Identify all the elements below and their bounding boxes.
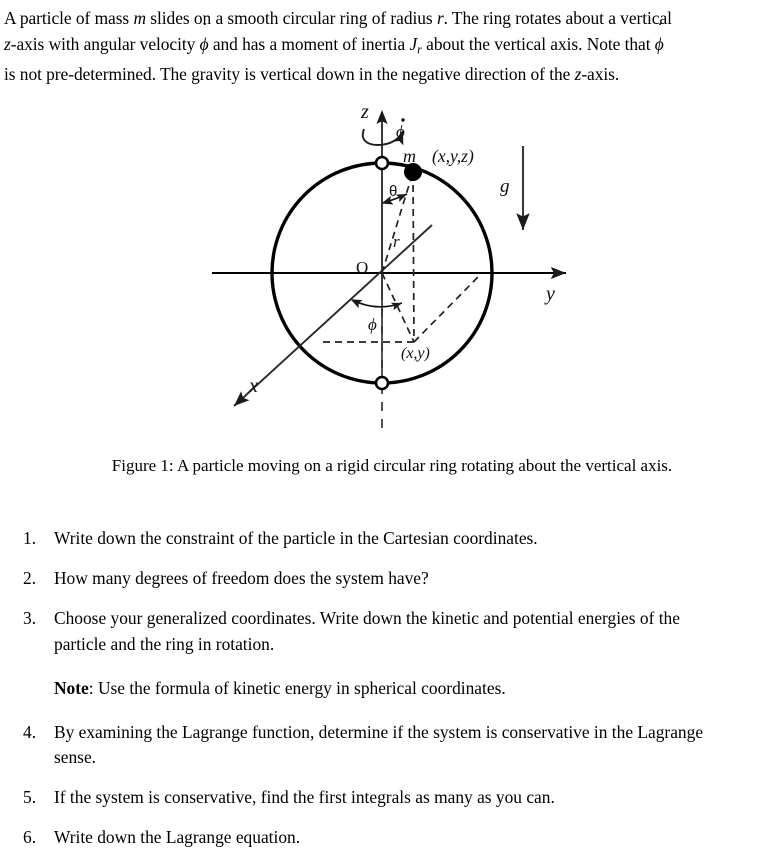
intro-paragraph [4,6,780,88]
ring-top-node [376,157,388,169]
label-z-axis: z [361,101,369,123]
label-phi-dot [396,118,405,141]
list-item-number: 5. [23,787,37,807]
origin-to-projection-dashed [382,273,414,342]
intro-text-2: slides on a smooth circular ring of radius [145,8,437,28]
mass-to-projection-dashed [413,173,414,342]
intro-line-3 [4,62,780,88]
x-axis-line [234,225,432,406]
note-text: : Use the formula of kinetic energy in spherical coordinates. [88,678,506,698]
list-item-body [54,825,780,851]
intro-line-2 [4,32,780,63]
intro-text-8: -axis. [581,64,620,85]
intro-line-1 [4,6,780,32]
intro-text-3: . The ring rotates about a vertical [443,8,672,28]
list-item-body [54,566,780,592]
list-item-number: 3. [23,608,37,628]
symbol-z-1: z [4,33,11,54]
list-item-number: 6. [23,827,37,847]
symbol-mass-m: m [133,8,146,28]
label-phi-dot-overdot [401,118,404,121]
list-item [18,825,780,851]
label-x-axis: x [249,375,258,397]
list-item [18,785,780,811]
list-item-line: Choose your generalized coordinates. Write down the kinetic and potential energies of the [54,608,680,628]
list-item-line: sense. [54,747,97,767]
label-point-3d: (x,y,z) [432,146,474,166]
ring-bottom-node [376,377,388,389]
list-item-line: If the system is conservative, find the first integrals as many as you can. [54,787,555,807]
radius-dashed-line [382,172,413,273]
particle-mass-dot [405,164,422,181]
label-phi: ϕ [368,315,377,334]
intro-text-7: is not pre-determined. The gravity is vertical down in the negative direction of the [4,64,575,85]
ring-diagram-svg [0,95,784,445]
label-point-2d: (x,y) [401,345,430,362]
figure-caption: Figure 1: A particle moving on a rigid circular ring rotating about the vertical axis. [111,456,673,475]
symbol-inertia-J: J [409,33,418,54]
symbol-z-2: z [574,64,582,85]
figure-diagram [0,95,784,445]
list-item [18,566,780,592]
label-theta: θ [389,183,398,200]
intro-text-4: -axis with angular velocity [10,33,200,54]
projection-to-ring-dashed [414,277,478,342]
list-item-body [54,606,780,657]
list-item [18,526,780,552]
intro-text-1: A particle of mass [4,8,134,28]
list-item-line: Write down the Lagrange equation. [54,827,301,847]
label-origin: O [356,258,369,277]
symbol-phi-dot-2: ϕ ˙ [655,32,664,58]
symbol-radius-r: r [436,8,444,28]
label-gravity: g [500,176,510,197]
list-item-body [54,720,780,771]
list-item-line: How many degrees of freedom does the system have? [54,568,429,588]
symbol-inertia-subscript: r [417,41,422,56]
list-item-body [54,785,780,811]
label-y-axis: y [546,283,555,305]
list-item [18,606,780,657]
list-item-body [54,526,780,552]
list-item [18,720,780,771]
list-item-line: particle and the ring in rotation. [54,633,275,654]
label-radius: r [393,232,400,251]
question-list [18,526,780,865]
list-item-number: 2. [23,568,37,588]
list-item-number: 4. [23,721,37,742]
list-item-number: 1. [23,528,37,548]
intro-text-6: about the vertical axis. Note that [421,33,655,54]
note-block [18,676,780,702]
intro-text-5: and has a moment of inertia [208,33,410,54]
label-phi-dot-glyph: ϕ [396,122,405,141]
list-item-line: By examining the Lagrange function, determine if the system is conservative in the Lagrange [54,721,704,742]
list-item-line: Write down the constraint of the particle in the Cartesian coordinates. [54,528,538,548]
note-lead: Note [54,678,89,698]
label-mass: m [403,146,416,166]
symbol-phi-dot-1: ϕ ˙ [200,32,209,58]
